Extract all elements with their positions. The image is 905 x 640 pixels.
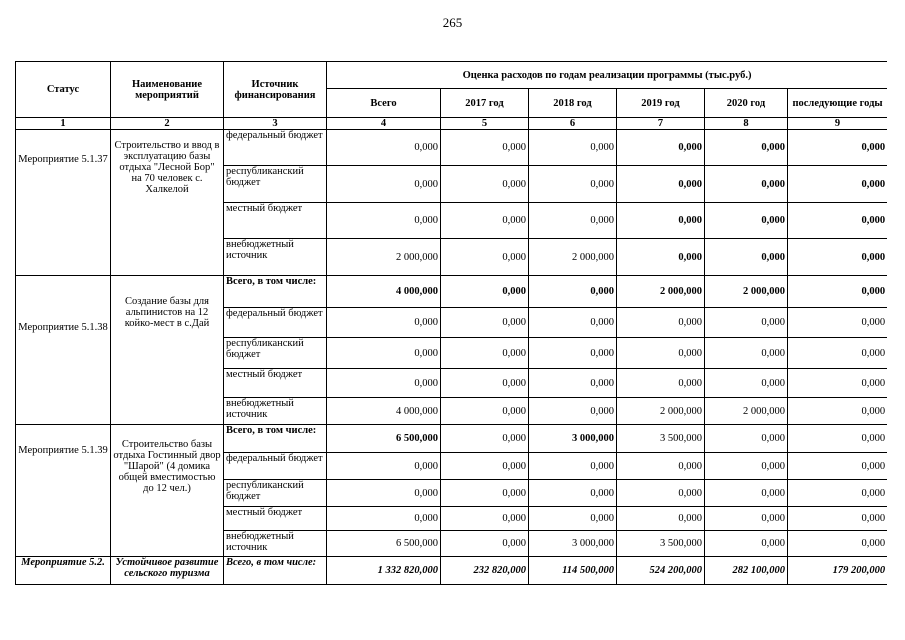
header-name: Наименование мероприятий <box>111 62 224 118</box>
amount-cell: 0,000 <box>617 166 705 203</box>
amount-cell: 0,000 <box>441 480 529 507</box>
funding-source-cell: республиканский бюджет <box>224 338 327 369</box>
amount-cell: 0,000 <box>327 453 441 480</box>
amount-cell: 0,000 <box>788 369 888 398</box>
funding-source-cell: внебюджетный источник <box>224 531 327 557</box>
funding-source-cell: местный бюджет <box>224 507 327 531</box>
amount-cell: 0,000 <box>529 369 617 398</box>
amount-cell: 524 200,000 <box>617 557 705 585</box>
amount-cell: 0,000 <box>705 239 788 276</box>
funding-source-cell: федеральный бюджет <box>224 308 327 338</box>
amount-cell: 6 500,000 <box>327 531 441 557</box>
amount-cell: 0,000 <box>788 276 888 308</box>
amount-cell: 0,000 <box>441 398 529 425</box>
amount-cell: 0,000 <box>327 338 441 369</box>
amount-cell: 0,000 <box>788 453 888 480</box>
funding-source-cell: республиканский бюджет <box>224 480 327 507</box>
amount-cell: 2 000,000 <box>327 239 441 276</box>
column-index: 1 <box>16 118 111 130</box>
amount-cell: 3 000,000 <box>529 425 617 453</box>
amount-cell: 0,000 <box>705 507 788 531</box>
amount-cell: 0,000 <box>529 453 617 480</box>
amount-cell: 0,000 <box>441 308 529 338</box>
amount-cell: 0,000 <box>441 338 529 369</box>
column-index: 3 <box>224 118 327 130</box>
measure-name-text: Строительство базы отдыха Гостинный двор "Шарой" (4 домика общей вместимостью до 12 чел.) <box>113 439 221 494</box>
table-row <box>16 557 888 585</box>
funding-source-cell: местный бюджет <box>224 369 327 398</box>
measure-name-cell <box>111 425 224 557</box>
column-index: 6 <box>529 118 617 130</box>
status-cell <box>16 276 111 425</box>
header-status: Статус <box>16 62 111 118</box>
amount-cell: 0,000 <box>327 166 441 203</box>
amount-cell: 0,000 <box>705 308 788 338</box>
column-index: 8 <box>705 118 788 130</box>
header-year-total: Всего <box>327 89 441 118</box>
amount-cell: 0,000 <box>788 203 888 239</box>
amount-cell: 4 000,000 <box>327 398 441 425</box>
amount-cell: 0,000 <box>327 130 441 166</box>
amount-cell: 0,000 <box>529 130 617 166</box>
measure-name-text: Строительство и ввод в эксплуатацию базы отдыха "Лесной Бор" на 70 человек с. Халкелой <box>114 140 220 195</box>
funding-source-cell: Всего, в том числе: <box>224 276 327 308</box>
amount-cell: 0,000 <box>705 480 788 507</box>
funding-source-cell: федеральный бюджет <box>224 130 327 166</box>
status-text: Мероприятие 5.1.37 <box>18 154 108 165</box>
amount-cell: 0,000 <box>705 130 788 166</box>
amount-cell: 0,000 <box>788 507 888 531</box>
amount-cell: 0,000 <box>617 507 705 531</box>
measure-name-text: Создание базы для альпинистов на 12 койко-мест в с.Дай <box>124 296 210 329</box>
amount-cell: 0,000 <box>617 239 705 276</box>
amount-cell: 0,000 <box>327 507 441 531</box>
amount-cell: 1 332 820,000 <box>327 557 441 585</box>
amount-cell: 2 000,000 <box>617 398 705 425</box>
measure-name-cell <box>111 130 224 276</box>
amount-cell: 0,000 <box>705 166 788 203</box>
amount-cell: 0,000 <box>441 531 529 557</box>
amount-cell: 0,000 <box>441 203 529 239</box>
column-index: 9 <box>788 118 888 130</box>
amount-cell: 0,000 <box>529 166 617 203</box>
status-cell <box>16 557 111 585</box>
header-year-later: последующие годы <box>788 89 888 118</box>
status-cell <box>16 425 111 557</box>
amount-cell: 0,000 <box>705 531 788 557</box>
amount-cell: 0,000 <box>441 239 529 276</box>
amount-cell: 0,000 <box>705 425 788 453</box>
amount-cell: 0,000 <box>441 507 529 531</box>
column-index: 2 <box>111 118 224 130</box>
column-index: 4 <box>327 118 441 130</box>
amount-cell: 179 200,000 <box>788 557 888 585</box>
status-text: Мероприятие 5.2. <box>21 557 105 568</box>
header-year-2019: 2019 год <box>617 89 705 118</box>
amount-cell: 0,000 <box>327 369 441 398</box>
amount-cell: 0,000 <box>788 130 888 166</box>
amount-cell: 0,000 <box>788 338 888 369</box>
amount-cell: 0,000 <box>441 369 529 398</box>
amount-cell: 0,000 <box>617 130 705 166</box>
amount-cell: 0,000 <box>529 338 617 369</box>
funding-source-cell: внебюджетный источник <box>224 239 327 276</box>
amount-cell: 0,000 <box>441 425 529 453</box>
amount-cell: 0,000 <box>788 239 888 276</box>
measure-name-cell <box>111 276 224 425</box>
amount-cell: 0,000 <box>705 453 788 480</box>
header-source: Источник финансирования <box>224 62 327 118</box>
amount-cell: 2 000,000 <box>617 276 705 308</box>
amount-cell: 0,000 <box>705 203 788 239</box>
amount-cell: 0,000 <box>327 308 441 338</box>
budget-table <box>15 61 887 585</box>
amount-cell: 0,000 <box>617 203 705 239</box>
amount-cell: 0,000 <box>529 203 617 239</box>
amount-cell: 2 000,000 <box>705 398 788 425</box>
header-year-2020: 2020 год <box>705 89 788 118</box>
amount-cell: 0,000 <box>441 130 529 166</box>
amount-cell: 0,000 <box>617 453 705 480</box>
amount-cell: 0,000 <box>529 480 617 507</box>
funding-source-cell: Всего, в том числе: <box>224 425 327 453</box>
amount-cell: 0,000 <box>788 166 888 203</box>
amount-cell: 0,000 <box>617 338 705 369</box>
amount-cell: 0,000 <box>441 453 529 480</box>
funding-source-cell: Всего, в том числе: <box>224 557 327 585</box>
status-cell <box>16 130 111 276</box>
budget-table-frame <box>15 61 887 602</box>
status-text: Мероприятие 5.1.38 <box>18 322 108 333</box>
amount-cell: 3 500,000 <box>617 531 705 557</box>
amount-cell: 0,000 <box>788 531 888 557</box>
header-year-2018: 2018 год <box>529 89 617 118</box>
amount-cell: 0,000 <box>617 308 705 338</box>
funding-source-cell: республиканский бюджет <box>224 166 327 203</box>
amount-cell: 114 500,000 <box>529 557 617 585</box>
amount-cell: 3 500,000 <box>617 425 705 453</box>
amount-cell: 0,000 <box>529 276 617 308</box>
amount-cell: 0,000 <box>788 308 888 338</box>
table-row <box>16 425 888 453</box>
amount-cell: 4 000,000 <box>327 276 441 308</box>
status-text: Мероприятие 5.1.39 <box>18 445 108 456</box>
header-estimate: Оценка расходов по годам реализации программы (тыс.руб.) <box>327 62 888 89</box>
amount-cell: 0,000 <box>617 369 705 398</box>
amount-cell: 0,000 <box>441 166 529 203</box>
column-index: 5 <box>441 118 529 130</box>
amount-cell: 0,000 <box>788 480 888 507</box>
amount-cell: 282 100,000 <box>705 557 788 585</box>
amount-cell: 0,000 <box>705 338 788 369</box>
column-index: 7 <box>617 118 705 130</box>
table-body <box>16 130 888 585</box>
amount-cell: 0,000 <box>529 398 617 425</box>
amount-cell: 0,000 <box>441 276 529 308</box>
funding-source-cell: внебюджетный источник <box>224 398 327 425</box>
funding-source-cell: федеральный бюджет <box>224 453 327 480</box>
measure-name-text: Устойчивое развитие сельского туризма <box>115 557 219 579</box>
table-row <box>16 276 888 308</box>
amount-cell: 2 000,000 <box>705 276 788 308</box>
header-year-2017: 2017 год <box>441 89 529 118</box>
funding-source-cell: местный бюджет <box>224 203 327 239</box>
amount-cell: 0,000 <box>705 369 788 398</box>
amount-cell: 0,000 <box>788 425 888 453</box>
measure-name-cell <box>111 557 224 585</box>
amount-cell: 6 500,000 <box>327 425 441 453</box>
amount-cell: 0,000 <box>529 308 617 338</box>
amount-cell: 232 820,000 <box>441 557 529 585</box>
amount-cell: 0,000 <box>788 398 888 425</box>
amount-cell: 3 000,000 <box>529 531 617 557</box>
amount-cell: 0,000 <box>529 507 617 531</box>
amount-cell: 0,000 <box>327 203 441 239</box>
table-row <box>16 130 888 166</box>
amount-cell: 2 000,000 <box>529 239 617 276</box>
amount-cell: 0,000 <box>327 480 441 507</box>
amount-cell: 0,000 <box>617 480 705 507</box>
page-number: 265 <box>442 15 463 30</box>
